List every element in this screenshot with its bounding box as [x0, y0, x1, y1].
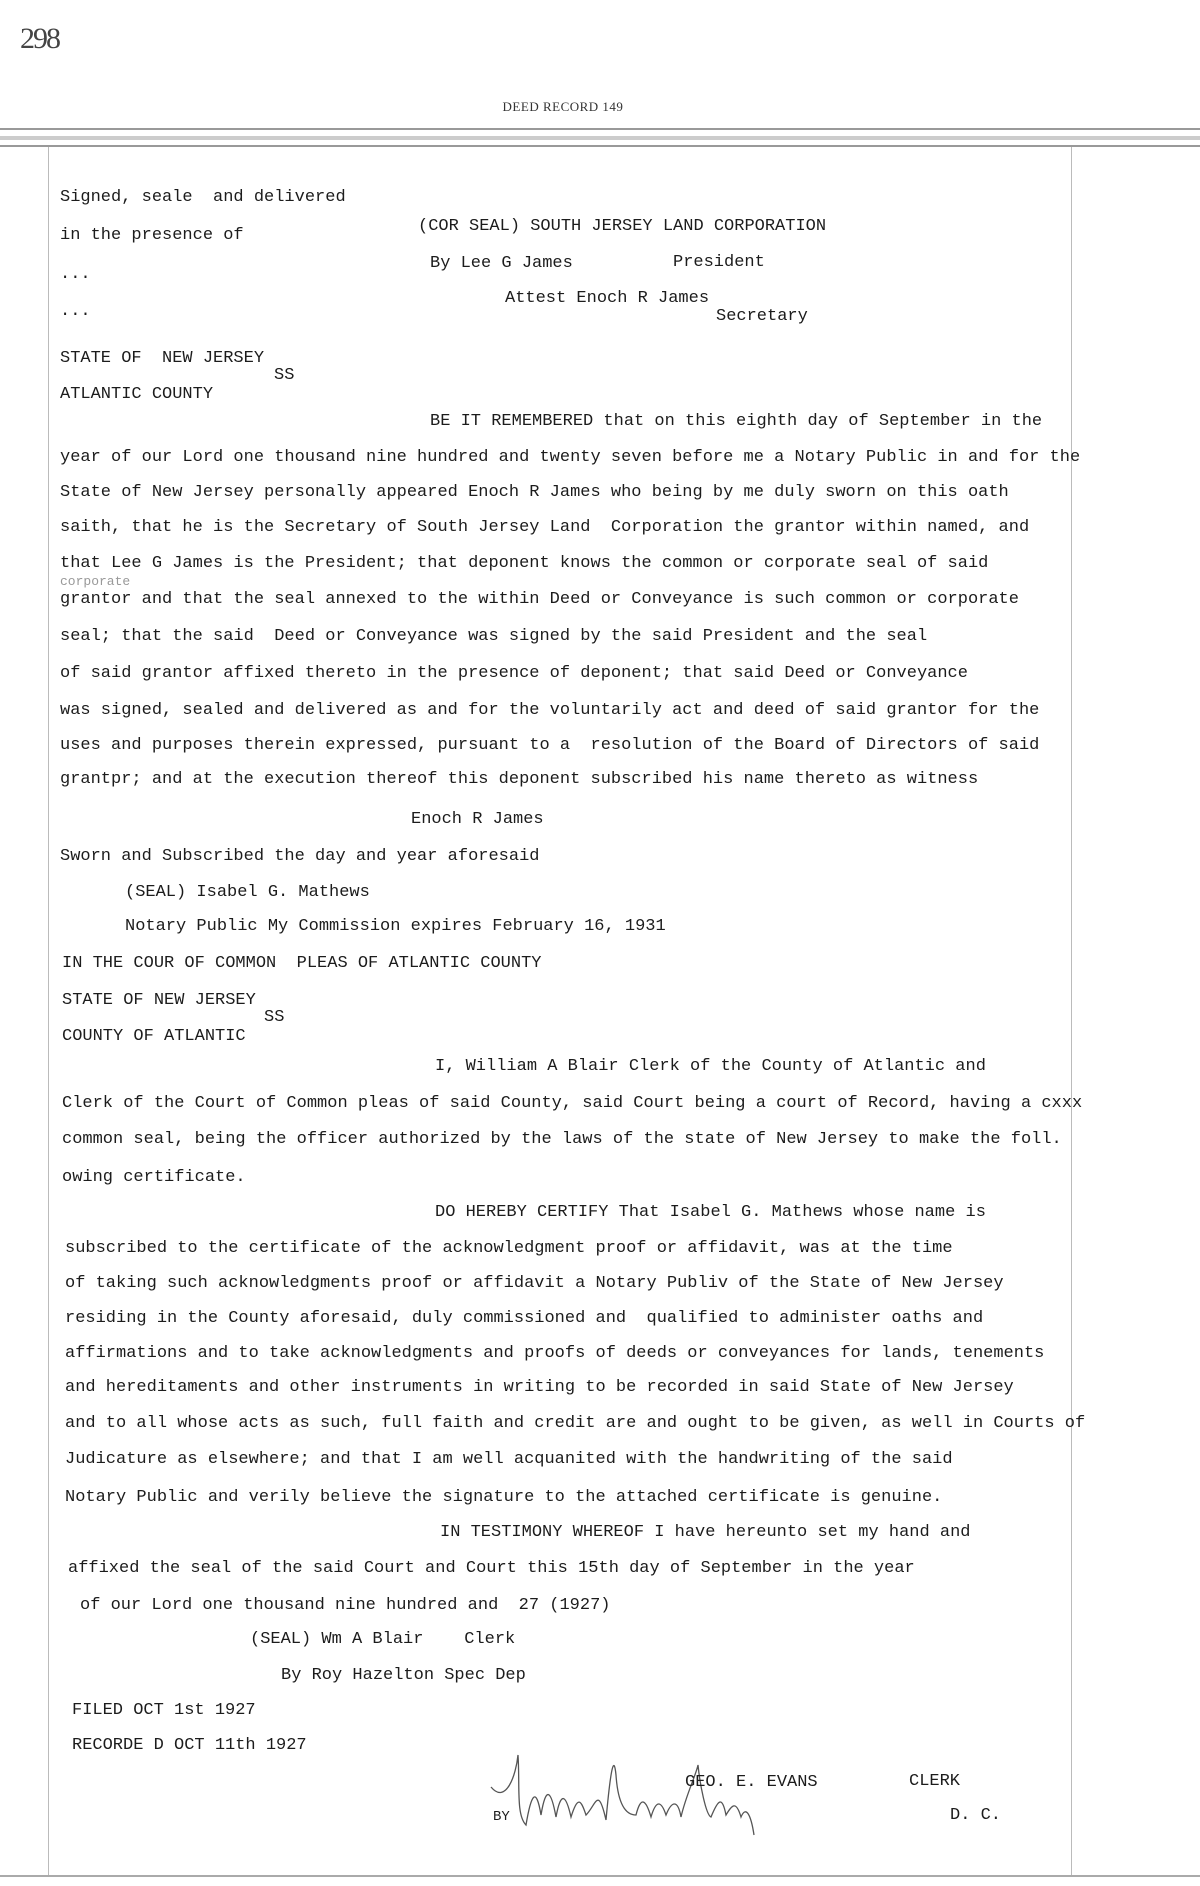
cert-line: of our Lord one thousand nine hundred and 27 (1927) [80, 1596, 611, 1615]
venue-state: STATE OF NEW JERSEY [62, 991, 256, 1010]
venue-county: COUNTY OF ATLANTIC [62, 1027, 246, 1046]
notary-seal: (SEAL) Isabel G. Mathews [125, 883, 370, 902]
ack-line: saith, that he is the Secretary of South Jersey Land Corporation the grantor within named, and [60, 518, 1030, 537]
signed-line1: Signed, seale and delivered [60, 188, 346, 207]
president-title: President [673, 253, 765, 272]
cert-line: and to all whose acts as such, full faith and credit are and ought to be given, as well in Courts of [65, 1414, 1086, 1433]
sworn-line: Sworn and Subscribed the day and year aforesaid [60, 847, 540, 866]
header-rule [0, 128, 1200, 130]
ack-line: BE IT REMEMBERED that on this eighth day of September in the [430, 412, 1043, 431]
cert-line: IN TESTIMONY WHEREOF I have hereunto set my hand and [440, 1523, 971, 1542]
recorder-name: GEO. E. EVANS [685, 1773, 818, 1792]
cert-line: I, William A Blair Clerk of the County of Atlantic and [435, 1057, 986, 1076]
corp-seal: (COR SEAL) SOUTH JERSEY LAND CORPORATION [418, 217, 827, 236]
right-margin-line [1071, 147, 1072, 1875]
venue-state: STATE OF NEW JERSEY [60, 349, 265, 368]
cert-line: Clerk of the Court of Common pleas of said County, said Court being a court of Record, having a cxxx [62, 1094, 1083, 1113]
recorder-title: CLERK [909, 1772, 961, 1791]
ack-line: grantor and that the seal annexed to the within Deed or Conveyance is such common or corporate [60, 590, 1019, 609]
cert-line: owing certificate. [62, 1168, 246, 1187]
venue-ss: SS [264, 1008, 285, 1027]
overstrike-text: corporate [60, 574, 131, 589]
ack-line: of said grantor affixed thereto in the presence of deponent; that said Deed or Conveyance [60, 664, 968, 683]
clerk-seal: (SEAL) Wm A Blair Clerk [250, 1630, 516, 1649]
ack-line: grantpr; and at the execution thereof this deponent subscribed his name thereto as witness [60, 770, 979, 789]
cert-line: common seal, being the officer authorized by the laws of the state of New Jersey to make the foll. [62, 1130, 1062, 1149]
venue-ss: SS [274, 366, 295, 385]
deputy-line: By Roy Hazelton Spec Dep [281, 1666, 526, 1685]
left-margin-line [48, 147, 49, 1875]
header-rule [0, 145, 1200, 147]
handwritten-signature [486, 1745, 876, 1845]
venue-county: ATLANTIC COUNTY [60, 385, 214, 404]
cert-line: affirmations and to take acknowledgments and proofs of deeds or conveyances for lands, tenements [65, 1344, 1045, 1363]
cert-line: subscribed to the certificate of the acknowledgment proof or affidavit, was at the time [65, 1239, 953, 1258]
signed-line2: in the presence of [60, 226, 244, 245]
deponent-name: Enoch R James [411, 810, 544, 829]
cert-line: of taking such acknowledgments proof or affidavit a Notary Publiv of the State of New Jersey [65, 1274, 1004, 1293]
ack-line: year of our Lord one thousand nine hundred and twenty seven before me a Notary Public in and for the [60, 448, 1081, 467]
ack-line: seal; that the said Deed or Conveyance was signed by the said President and the seal [60, 627, 928, 646]
witness-dots: ... [60, 302, 91, 321]
ack-line: State of New Jersey personally appeared Enoch R James who being by me duly sworn on this oath [60, 483, 1009, 502]
cert-line: and hereditaments and other instruments in writing to be recorded in said State of New Jersey [65, 1378, 1014, 1397]
recorded-date: RECORDE D OCT 11th 1927 [72, 1736, 307, 1755]
recorder-dc: D. C. [950, 1806, 1002, 1825]
footer-rule [0, 1875, 1200, 1877]
attest: Attest Enoch R James [505, 289, 710, 308]
cert-line: residing in the County aforesaid, duly commissioned and qualified to administer oaths and [65, 1309, 984, 1328]
by-president: By Lee G James [430, 254, 573, 273]
witness-dots: ... [60, 265, 91, 284]
header-rule [0, 136, 1200, 140]
cert-line: affixed the seal of the said Court and Court this 15th day of September in the year [68, 1559, 915, 1578]
filed-date: FILED OCT 1st 1927 [72, 1701, 256, 1720]
cert-line: DO HEREBY CERTIFY That Isabel G. Mathews whose name is [435, 1203, 986, 1222]
notary-commission: Notary Public My Commission expires February 16, 1931 [125, 917, 666, 936]
cert-line: Notary Public and verily believe the signature to the attached certificate is genuine. [65, 1488, 943, 1507]
court-heading: IN THE COUR OF COMMON PLEAS OF ATLANTIC COUNTY [62, 954, 542, 973]
cert-line: Judicature as elsewhere; and that I am well acquanited with the handwriting of the said [65, 1450, 953, 1469]
page-header: DEED RECORD 149 [502, 99, 624, 114]
page-number: 298 [20, 22, 59, 55]
recorder-by: BY [493, 1809, 510, 1825]
ack-line: was signed, sealed and delivered as and for the voluntarily act and deed of said grantor for the [60, 701, 1040, 720]
secretary-title: Secretary [716, 307, 808, 326]
ack-line: that Lee G James is the President; that deponent knows the common or corporate seal of said [60, 554, 989, 573]
ack-line: uses and purposes therein expressed, pursuant to a resolution of the Board of Directors of said [60, 736, 1040, 755]
